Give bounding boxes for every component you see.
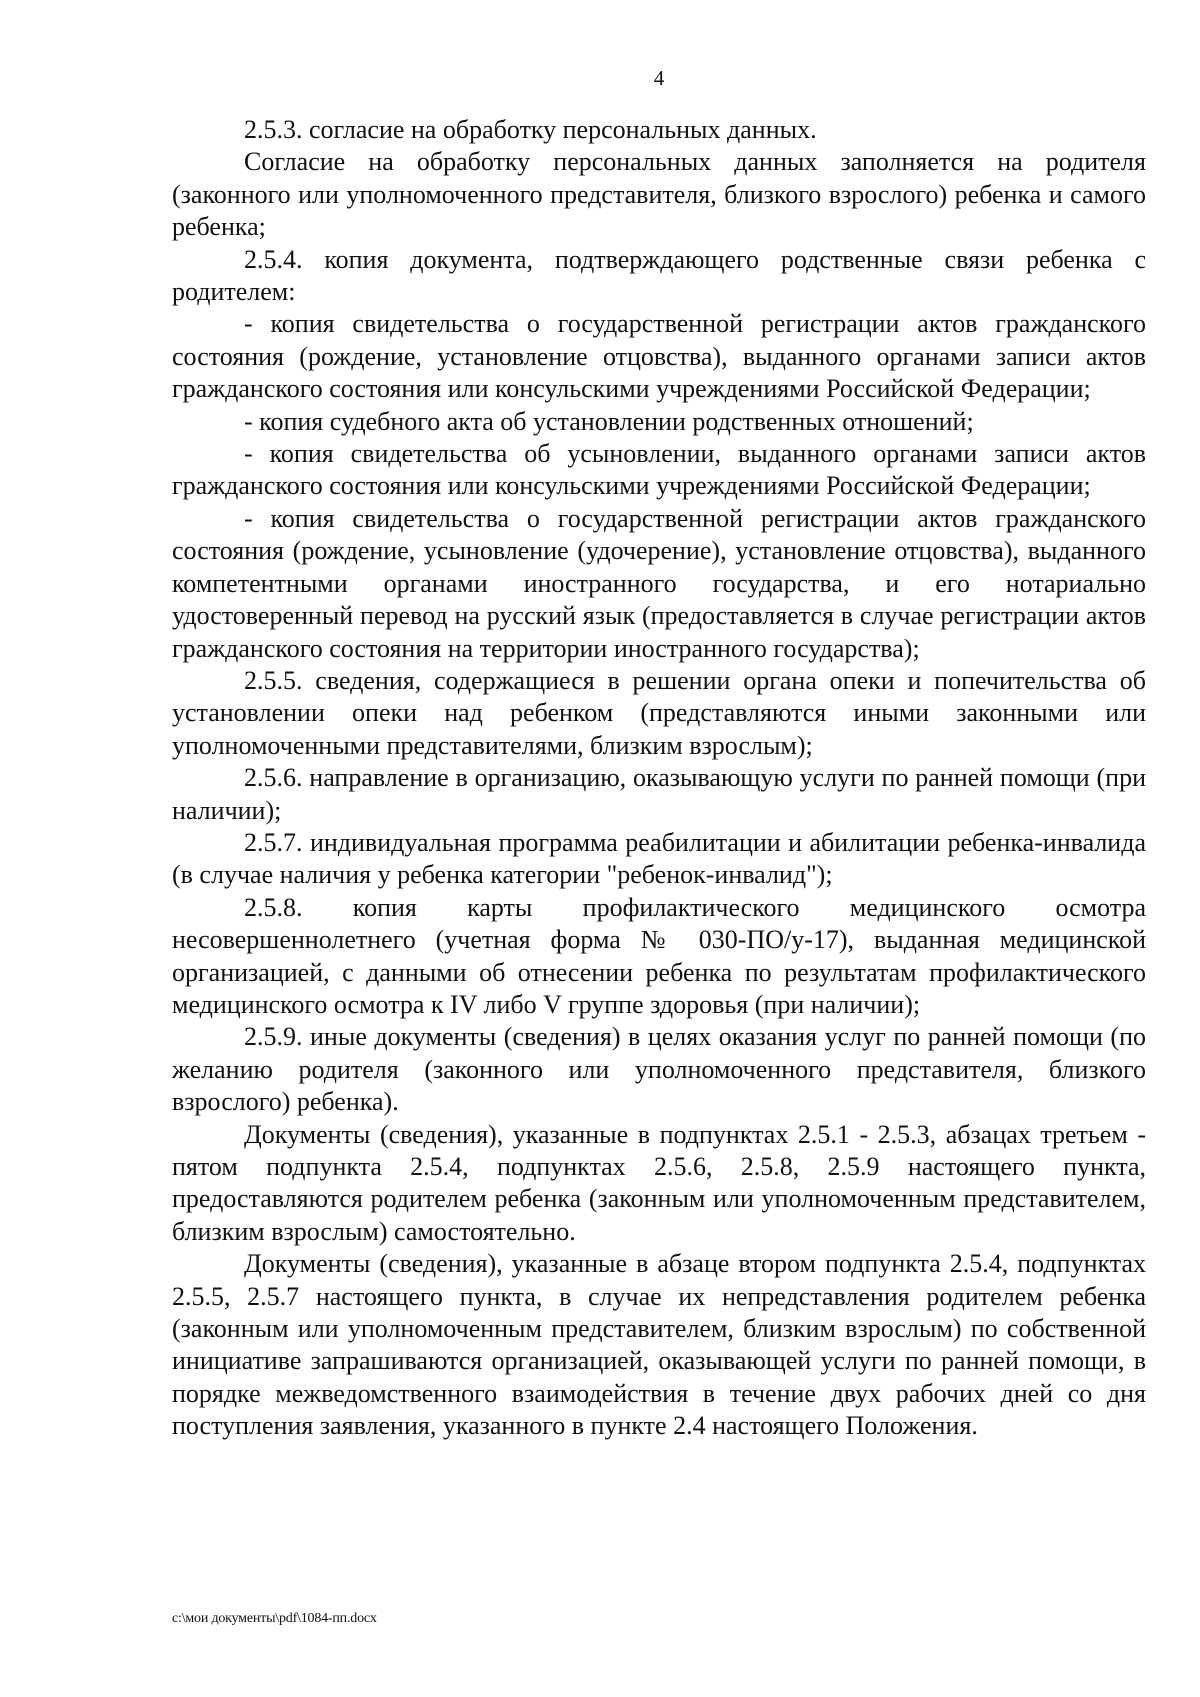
paragraph-2-5-7: 2.5.7. индивидуальная программа реабилитации и абилитации ребенка-инвалида (в случае наличия у ребенка категории "ребенок-инвалид"); [172,827,1146,890]
footer-file-path: c:\мои документы\pdf\1084-пп.docx [172,1611,377,1626]
paragraph-2-5-4: 2.5.4. копия документа, подтверждающего родственные связи ребенка с родителем: [172,244,1146,307]
list-item-court-act: - копия судебного акта об установлении родственных отношений; [244,406,974,436]
document-body [172,114,1146,1443]
list-item-adoption-certificate: - копия свидетельства об усыновлении, выданного органами записи актов гражданского состояния или консульскими учреждениями Российской Федерации; [172,439,1146,501]
paragraph-consent-note: Согласие на обработку персональных данных заполняется на родителя (законного или уполномоченного представителя, близкого взрослого) ребенка и самого ребенка; [172,147,1146,242]
list-item-birth-certificate: - копия свидетельства о государственной регистрации актов гражданского состояния (рождение, установление отцовства), выданного органами записи актов гражданского состояния или консульскими учреждениями Российской Федерации; [172,309,1146,404]
paragraph-interagency-request: Документы (сведения), указанные в абзаце втором подпункта 2.5.4, подпунктах 2.5.5, 2.5.7 настоящего пункта, в случае их непредставления родителем ребенка (законным или уполномоченным представителем, близким взрослым) по собственной инициативе запрашиваются организацией, оказывающей услуги по ранней помощи, в порядке межведомственного взаимодействия в течение двух рабочих дней со дня поступления заявления, указанного в пункте 2.4 настоящего Положения. [172,1249,1146,1441]
list-item-foreign-certificate: - копия свидетельства о государственной регистрации актов гражданского состояния (рождение, усыновление (удочерение), установление отцовства), выданного компетентными органами иностранного государства, и его нотариально удостоверенный перевод на русский язык (предоставляется в случае регистрации актов гражданского состояния на территории иностранного государства); [172,503,1146,663]
paragraph-2-5-6: 2.5.6. направление в организацию, оказывающую услуги по ранней помощи (при наличии); [172,763,1146,825]
paragraph-2-5-5: 2.5.5. сведения, содержащиеся в решении органа опеки и попечительства об установлении опеки над ребенком (представляются иными законными или уполномоченными представителями, близким взрослым); [172,665,1146,760]
paragraph-2-5-8: 2.5.8. копия карты профилактического медицинского осмотра несовершеннолетнего (учетная форма № 030-ПО/у-17), выданная медицинской организацией, с данными об отнесении ребенка по результатам профилактического медицинского осмотра к IV либо V группе здоровья (при наличии); [172,892,1146,1019]
page-number: 4 [653,66,665,90]
paragraph-2-5-9: 2.5.9. иные документы (сведения) в целях оказания услуг по ранней помощи (по желанию родителя (законного или уполномоченного представителя, близкого взрослого) ребенка). [172,1022,1146,1117]
paragraph-self-provided-documents: Документы (сведения), указанные в подпунктах 2.5.1 - 2.5.3, абзацах третьем - пятом подпункта 2.5.4, подпунктах 2.5.6, 2.5.8, 2.5.9 настоящего пункта, предоставляются родителем ребенка (законным или уполномоченным представителем, близким взрослым) самостоятельно. [172,1119,1146,1246]
paragraph-2-5-3: 2.5.3. согласие на обработку персональных данных. [244,115,817,144]
